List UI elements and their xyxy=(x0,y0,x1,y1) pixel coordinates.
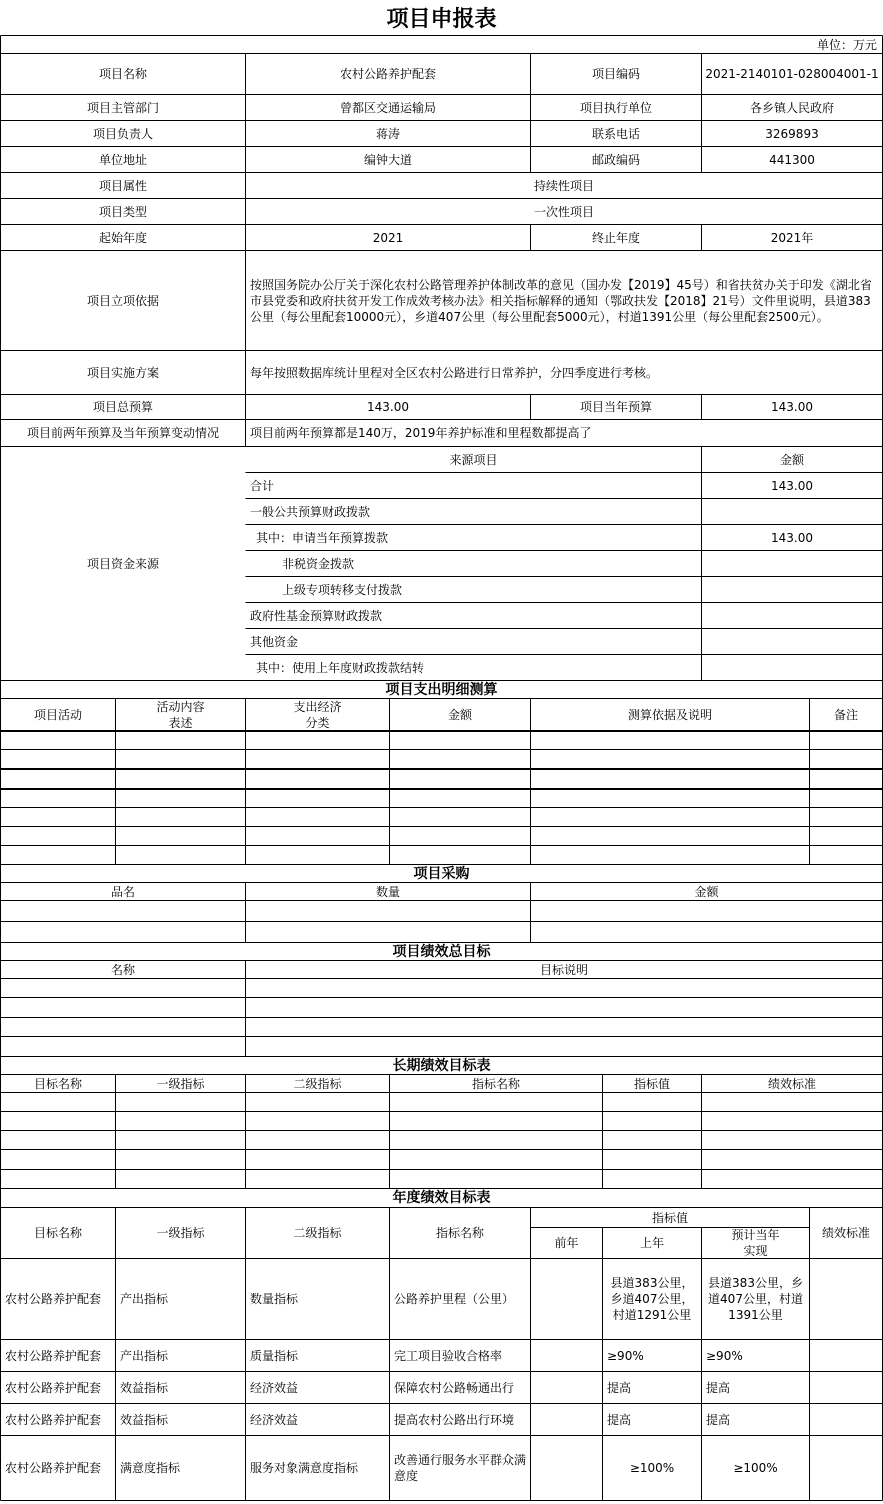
funding-row-name: 政府性基金预算财政拨款 xyxy=(250,608,383,623)
annual-row-indicator: 完工项目验收合格率 xyxy=(394,1348,503,1363)
annual-row-level1: 产出指标 xyxy=(120,1292,169,1306)
annual-header-current: 预计当年 实现 xyxy=(731,1228,780,1258)
annual-row-level1: 效益指标 xyxy=(120,1380,169,1395)
budget-change-value: 项目前两年预算都是140万，2019年养护标准和里程数都提高了 xyxy=(250,426,592,440)
phone-value: 3269893 xyxy=(765,126,819,141)
annual-header-level1: 一级指标 xyxy=(156,1226,205,1240)
perf-total-section-title: 项目绩效总目标 xyxy=(392,943,491,960)
end-year-value: 2021年 xyxy=(770,230,814,245)
plan-value: 每年按照数据库统计里程对全区农村公路进行日常养护，分四季度进行考核。 xyxy=(250,365,659,380)
funding-row-name: 其中：申请当年预算拨款 xyxy=(256,530,389,545)
expense-header: 支出经济 分类 xyxy=(293,699,342,730)
annual-row-target: 农村公路养护配套 xyxy=(5,1412,102,1427)
funding-row-amount xyxy=(702,603,882,628)
annual-row-prev2 xyxy=(531,1340,602,1371)
annual-header-prev2: 前年 xyxy=(554,1236,579,1250)
annual-row-target: 农村公路养护配套 xyxy=(5,1461,102,1475)
total-budget-value: 143.00 xyxy=(367,400,409,414)
long-term-section-title: 长期绩效目标表 xyxy=(392,1057,491,1074)
page-title: 项目申报表 xyxy=(386,6,497,32)
funding-row-amount xyxy=(702,577,882,602)
total-budget-label: 项目总预算 xyxy=(92,400,153,414)
purchase-header: 数量 xyxy=(375,884,400,899)
annual-row-indicator: 公路养护里程（公里） xyxy=(394,1292,515,1306)
project-code-value: 2021-2140101-028004001-1 xyxy=(705,67,879,81)
annual-row-prev2 xyxy=(531,1259,602,1339)
annual-row-level2: 数量指标 xyxy=(250,1292,299,1306)
funding-row-amount xyxy=(702,655,882,680)
address-value: 编钟大道 xyxy=(363,152,412,167)
funding-source-header: 来源项目 xyxy=(449,452,498,467)
annual-row-prev1: 提高 xyxy=(607,1412,632,1427)
person-value: 蒋涛 xyxy=(375,126,400,141)
funding-row-amount: 143.00 xyxy=(771,530,813,545)
start-year-label: 起始年度 xyxy=(98,230,147,245)
annual-row-prev1: ≥100% xyxy=(629,1461,675,1475)
expense-header: 备注 xyxy=(833,707,858,722)
funding-row-amount: 143.00 xyxy=(771,478,813,493)
expense-header: 金额 xyxy=(447,707,472,722)
expense-section-title: 项目支出明细测算 xyxy=(385,681,498,698)
long-term-header: 目标名称 xyxy=(33,1076,82,1091)
current-budget-label: 项目当年预算 xyxy=(579,400,652,414)
basis-label: 项目立项依据 xyxy=(86,293,159,308)
funding-row-name: 其中：使用上年度财政拨款结转 xyxy=(256,660,425,675)
annual-row-level2: 质量指标 xyxy=(250,1348,299,1363)
long-term-header: 二级指标 xyxy=(293,1076,342,1091)
annual-row-level2: 经济效益 xyxy=(250,1412,299,1427)
funding-row-name: 合计 xyxy=(250,478,275,493)
purchase-header: 金额 xyxy=(694,884,719,899)
annual-row-prev2 xyxy=(531,1372,602,1403)
person-label: 项目负责人 xyxy=(92,126,153,141)
annual-row-prev1: 县道383公里，乡道407公里，村道1291公里 xyxy=(610,1276,694,1322)
annual-row-prev2 xyxy=(531,1436,602,1500)
funding-row-name: 其他资金 xyxy=(250,634,299,649)
annual-header-prev1: 上年 xyxy=(639,1236,664,1250)
annual-row-level2: 服务对象满意度指标 xyxy=(250,1461,359,1475)
annual-row-current: ≥100% xyxy=(733,1461,778,1475)
annual-header-standard: 绩效标准 xyxy=(821,1226,870,1240)
perf-total-header: 目标说明 xyxy=(539,962,588,977)
exec-unit-value: 各乡镇人民政府 xyxy=(749,100,834,115)
phone-label: 联系电话 xyxy=(591,126,640,141)
expense-header: 活动内容 表述 xyxy=(156,699,205,730)
zip-label: 邮政编码 xyxy=(591,152,640,167)
address-label: 单位地址 xyxy=(98,152,147,167)
funding-row-amount xyxy=(702,551,882,576)
purchase-section-title: 项目采购 xyxy=(413,865,470,882)
type-value: 一次性项目 xyxy=(533,204,594,219)
long-term-header: 指标值 xyxy=(633,1076,670,1091)
funding-source-label: 项目资金来源 xyxy=(86,556,159,571)
annual-row-current: 县道383公里，乡道407公里，村道1391公里 xyxy=(708,1276,803,1322)
annual-row-level2: 经济效益 xyxy=(250,1380,299,1395)
annual-row-prev1: 提高 xyxy=(607,1380,632,1395)
annual-row-prev1: ≥90% xyxy=(607,1348,644,1363)
project-name-value: 农村公路养护配套 xyxy=(339,67,436,81)
start-year-value: 2021 xyxy=(372,230,404,245)
annual-row-current: 提高 xyxy=(706,1412,731,1427)
funding-row-name: 上级专项转移支付拨款 xyxy=(282,582,403,597)
annual-row-standard xyxy=(810,1340,882,1371)
annual-row-indicator: 提高农村公路出行环境 xyxy=(394,1412,515,1427)
end-year-label: 终止年度 xyxy=(591,230,640,245)
exec-unit-label: 项目执行单位 xyxy=(579,100,652,115)
basis-value: 按照国务院办公厅关于深化农村公路管理养护体制改革的意见（国办发【2019】45号）和省扶贫办关于印发《湖北省市县党委和政府扶贫开发工作成效考核办法》相关指标解释的通知（鄂政扶发【2018】21号）文件里说明，县道383公里（每公里配套10000元），乡道407公里（每公里配套5000元），村道1391公里（每公里配套2500元）。 xyxy=(250,277,872,324)
annual-row-indicator: 改善通行服务水平群众满意度 xyxy=(394,1453,527,1483)
dept-label: 项目主管部门 xyxy=(86,100,159,115)
annual-header-level2: 二级指标 xyxy=(293,1226,342,1240)
annual-row-current: ≥90% xyxy=(706,1348,743,1363)
annual-section-title: 年度绩效目标表 xyxy=(392,1190,491,1206)
annual-header-target: 目标名称 xyxy=(33,1226,82,1240)
annual-row-target: 农村公路养护配套 xyxy=(5,1380,102,1395)
long-term-header: 绩效标准 xyxy=(767,1076,816,1091)
annual-row-standard xyxy=(810,1259,882,1339)
attribute-value: 持续性项目 xyxy=(533,178,594,193)
perf-total-header: 名称 xyxy=(110,962,135,977)
annual-row-level1: 产出指标 xyxy=(120,1348,169,1363)
funding-row-name: 一般公共预算财政拨款 xyxy=(250,504,371,519)
budget-change-label: 项目前两年预算及当年预算变动情况 xyxy=(26,426,219,440)
annual-row-level1: 满意度指标 xyxy=(120,1461,181,1475)
plan-label: 项目实施方案 xyxy=(86,365,159,380)
funding-amount-header: 金额 xyxy=(779,452,804,467)
long-term-header: 一级指标 xyxy=(156,1076,205,1091)
annual-row-target: 农村公路养护配套 xyxy=(5,1348,102,1363)
annual-row-current: 提高 xyxy=(706,1380,731,1395)
expense-header: 测算依据及说明 xyxy=(627,707,712,722)
attribute-label: 项目属性 xyxy=(98,178,147,193)
long-term-header: 指标名称 xyxy=(471,1076,520,1091)
annual-row-prev2 xyxy=(531,1404,602,1435)
type-label: 项目类型 xyxy=(98,204,147,219)
expense-header: 项目活动 xyxy=(33,707,82,722)
unit-label: 单位：万元 xyxy=(816,38,877,52)
project-code-label: 项目编码 xyxy=(591,67,640,81)
funding-row-name: 非税资金拨款 xyxy=(282,556,355,571)
annual-row-level1: 效益指标 xyxy=(120,1412,169,1427)
annual-row-standard xyxy=(810,1372,882,1403)
annual-header-value: 指标值 xyxy=(651,1210,688,1225)
funding-row-amount xyxy=(702,499,882,524)
annual-header-indicator: 指标名称 xyxy=(435,1226,484,1240)
annual-row-indicator: 保障农村公路畅通出行 xyxy=(394,1380,515,1395)
dept-value: 曾都区交通运输局 xyxy=(339,100,436,115)
project-name-label: 项目名称 xyxy=(98,67,147,81)
annual-row-standard xyxy=(810,1404,882,1435)
annual-row-target: 农村公路养护配套 xyxy=(5,1292,102,1306)
current-budget-value: 143.00 xyxy=(771,400,813,414)
zip-value: 441300 xyxy=(769,152,815,167)
annual-row-standard xyxy=(810,1436,882,1500)
funding-row-amount xyxy=(702,629,882,654)
purchase-header: 品名 xyxy=(110,884,135,899)
